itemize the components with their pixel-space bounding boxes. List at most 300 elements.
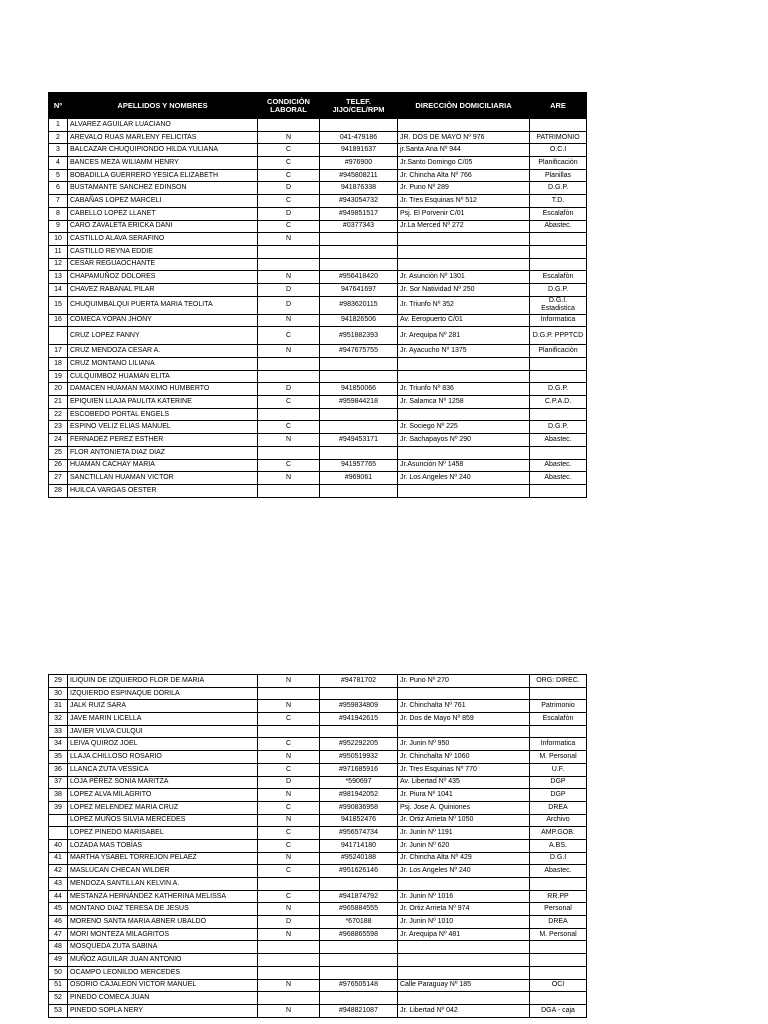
row-area: A.BS. xyxy=(530,839,587,852)
table-row xyxy=(49,979,587,992)
row-area: DGA - caja xyxy=(530,1004,587,1017)
row-address: Jr. Sor Natividad Nº 250 xyxy=(398,283,530,296)
row-area: C.P.A.D. xyxy=(530,396,587,409)
row-phone: 941826506 xyxy=(320,314,398,327)
row-area: DREA xyxy=(530,916,587,929)
row-phone: #947675755 xyxy=(320,345,398,358)
row-condition xyxy=(258,878,320,891)
row-phone xyxy=(320,725,398,738)
row-phone: #950519932 xyxy=(320,751,398,764)
table-row xyxy=(49,434,587,447)
row-phone xyxy=(320,258,398,271)
row-phone: #956574734 xyxy=(320,827,398,840)
row-area: D.G.P. xyxy=(530,421,587,434)
row-address: Jr. Asunciòn Nº 1301 xyxy=(398,271,530,284)
row-phone: #981942052 xyxy=(320,789,398,802)
row-address: Calle Paraguay Nº 185 xyxy=(398,979,530,992)
row-number: 47 xyxy=(49,928,68,941)
row-condition xyxy=(258,992,320,1005)
row-area xyxy=(530,954,587,967)
table-row xyxy=(49,941,587,954)
row-number: 41 xyxy=(49,852,68,865)
row-phone: 941957765 xyxy=(320,459,398,472)
table-row xyxy=(49,283,587,296)
row-address: Jr. Los Angeles Nº 240 xyxy=(398,865,530,878)
table-row xyxy=(49,827,587,840)
row-phone: #976900 xyxy=(320,157,398,170)
row-address xyxy=(398,725,530,738)
table-row xyxy=(49,358,587,371)
row-condition: C xyxy=(258,763,320,776)
row-address xyxy=(398,941,530,954)
row-number: 17 xyxy=(49,345,68,358)
table-row xyxy=(49,296,587,314)
table-row xyxy=(49,314,587,327)
row-number: 36 xyxy=(49,763,68,776)
row-condition: D xyxy=(258,207,320,220)
row-phone: #941874792 xyxy=(320,890,398,903)
row-phone: #971685916 xyxy=(320,763,398,776)
row-phone xyxy=(320,233,398,246)
row-name: MORENO SANTA MARIA ABNER UBALDO xyxy=(68,916,258,929)
header-num: Nº xyxy=(49,93,68,119)
row-area: AMP.GOB. xyxy=(530,827,587,840)
row-number: 32 xyxy=(49,713,68,726)
row-number: 1 xyxy=(49,119,68,132)
row-condition: D xyxy=(258,776,320,789)
row-area xyxy=(530,966,587,979)
table-row xyxy=(49,396,587,409)
row-area: D.G.P. xyxy=(530,283,587,296)
row-phone: 041-479186 xyxy=(320,131,398,144)
row-address: Jr. Triunfo Nº 836 xyxy=(398,383,530,396)
row-address xyxy=(398,446,530,459)
row-condition: C xyxy=(258,327,320,345)
row-number: 52 xyxy=(49,992,68,1005)
row-condition: C xyxy=(258,144,320,157)
row-name: COMECA YOPAN JHONY xyxy=(68,314,258,327)
row-name: MASLUCAN CHECAN WILDER xyxy=(68,865,258,878)
row-number: 43 xyxy=(49,878,68,891)
row-number: 16 xyxy=(49,314,68,327)
row-address: Jr. Ayacucho Nº 1375 xyxy=(398,345,530,358)
row-phone: #948821087 xyxy=(320,1004,398,1017)
row-condition: C xyxy=(258,396,320,409)
header-phone: TELEF. JIJO/CEL/RPM xyxy=(320,93,398,119)
row-phone: #976505148 xyxy=(320,979,398,992)
row-address: Jr. Arequipa Nº 481 xyxy=(398,928,530,941)
row-name: BUSTAMANTE SANCHEZ EDINSON xyxy=(68,182,258,195)
row-name: JAVE MARIN LICELLA xyxy=(68,713,258,726)
row-phone xyxy=(320,408,398,421)
table-row xyxy=(49,144,587,157)
row-area xyxy=(530,408,587,421)
row-phone: #95240188 xyxy=(320,852,398,865)
row-area xyxy=(530,687,587,700)
row-area: DGP xyxy=(530,776,587,789)
row-name: CASTILLO REYNA EDDIE xyxy=(68,245,258,258)
row-name: MARTHA YSABEL TORREJON PELAEZ xyxy=(68,852,258,865)
row-address: Jr. Arequipa Nº 281 xyxy=(398,327,530,345)
row-area: Abastec. xyxy=(530,865,587,878)
table-row xyxy=(49,814,587,827)
row-address: Jr. Los Angeles Nº 240 xyxy=(398,472,530,485)
row-area: RR.PP xyxy=(530,890,587,903)
row-number: 46 xyxy=(49,916,68,929)
row-area xyxy=(530,725,587,738)
row-area: Planificaciòn xyxy=(530,345,587,358)
row-number: 3 xyxy=(49,144,68,157)
table-row xyxy=(49,801,587,814)
row-phone: #956418420 xyxy=(320,271,398,284)
row-address: Jr.Asunciòn Nº 1458 xyxy=(398,459,530,472)
row-area: D.G.P. xyxy=(530,182,587,195)
table-row xyxy=(49,370,587,383)
row-area: Abastec. xyxy=(530,472,587,485)
row-phone: 947641697 xyxy=(320,283,398,296)
row-area: Informatica xyxy=(530,738,587,751)
row-phone xyxy=(320,119,398,132)
row-number: 31 xyxy=(49,700,68,713)
row-name: LOPEZ MUÑOS SILVIA MERCEDES xyxy=(68,814,258,827)
row-phone xyxy=(320,446,398,459)
row-address xyxy=(398,233,530,246)
table-row xyxy=(49,789,587,802)
row-name: MOSQUEDA ZUTA SABINA xyxy=(68,941,258,954)
row-phone: *670188 xyxy=(320,916,398,929)
row-number: 8 xyxy=(49,207,68,220)
row-condition xyxy=(258,484,320,497)
row-address: Jr. Puno Nº 270 xyxy=(398,675,530,688)
table-row xyxy=(49,157,587,170)
row-address xyxy=(398,992,530,1005)
row-number: 24 xyxy=(49,434,68,447)
row-address xyxy=(398,878,530,891)
row-area: D.G.P. xyxy=(530,383,587,396)
row-address: Psj. Jose A. Quiniones xyxy=(398,801,530,814)
row-condition: C xyxy=(258,738,320,751)
row-area: U.F. xyxy=(530,763,587,776)
row-phone: #949851517 xyxy=(320,207,398,220)
row-address xyxy=(398,245,530,258)
table-row xyxy=(49,839,587,852)
row-area: OCI xyxy=(530,979,587,992)
row-phone: #968865598 xyxy=(320,928,398,941)
row-number: 28 xyxy=(49,484,68,497)
row-name: LEIVA QUIROZ JOEL xyxy=(68,738,258,751)
row-condition xyxy=(258,446,320,459)
row-name: HUILCA VARGAS OESTER xyxy=(68,484,258,497)
row-condition xyxy=(258,119,320,132)
row-address: Jr.La Merced Nº 272 xyxy=(398,220,530,233)
row-area: DGP xyxy=(530,789,587,802)
row-number: 38 xyxy=(49,789,68,802)
row-number: 13 xyxy=(49,271,68,284)
row-name: MONTANO DIAZ TERESA DE JESUS xyxy=(68,903,258,916)
row-area xyxy=(530,119,587,132)
row-condition: N xyxy=(258,928,320,941)
row-name: OCAMPO LEONILDO MERCEDES xyxy=(68,966,258,979)
row-phone xyxy=(320,966,398,979)
table-row xyxy=(49,1004,587,1017)
row-number: 51 xyxy=(49,979,68,992)
row-address: Jr. Junin Nº 620 xyxy=(398,839,530,852)
table-row xyxy=(49,713,587,726)
row-number: 2 xyxy=(49,131,68,144)
row-condition xyxy=(258,370,320,383)
row-number: 10 xyxy=(49,233,68,246)
row-condition: N xyxy=(258,789,320,802)
row-name: CARO ZAVALETA ERICKA DANI xyxy=(68,220,258,233)
row-name: MUÑOZ AGUILAR JUAN ANTONIO xyxy=(68,954,258,967)
row-condition: C xyxy=(258,459,320,472)
row-phone: #94781702 xyxy=(320,675,398,688)
row-address xyxy=(398,408,530,421)
table-row xyxy=(49,916,587,929)
header-address: DIRECCIÒN DOMICILIARIA xyxy=(398,93,530,119)
row-address: Av. Eeropuerto C/01 xyxy=(398,314,530,327)
row-condition: C xyxy=(258,801,320,814)
row-name: PINEDO SOPLA NERY xyxy=(68,1004,258,1017)
row-address xyxy=(398,484,530,497)
row-number: 40 xyxy=(49,839,68,852)
row-condition: D xyxy=(258,283,320,296)
row-address xyxy=(398,687,530,700)
row-number: 11 xyxy=(49,245,68,258)
row-condition: N xyxy=(258,472,320,485)
row-area xyxy=(530,878,587,891)
table-row xyxy=(49,207,587,220)
row-address: Jr. Puno Nº 289 xyxy=(398,182,530,195)
row-phone: #951882393 xyxy=(320,327,398,345)
table-row xyxy=(49,878,587,891)
row-phone: #990836958 xyxy=(320,801,398,814)
row-phone: 941876338 xyxy=(320,182,398,195)
row-number: 44 xyxy=(49,890,68,903)
row-phone xyxy=(320,421,398,434)
row-condition xyxy=(258,245,320,258)
row-number: 42 xyxy=(49,865,68,878)
row-address: Jr. Chinchalta Nº 761 xyxy=(398,700,530,713)
row-name: LOJA PÉREZ SONIA MARITZA xyxy=(68,776,258,789)
table-row xyxy=(49,751,587,764)
table-row xyxy=(49,890,587,903)
table-row xyxy=(49,928,587,941)
row-name: ILIQUIN DE IZQUIERDO FLOR DE MARIA xyxy=(68,675,258,688)
row-phone: #951626146 xyxy=(320,865,398,878)
row-address: Av. Libertad Nº 435 xyxy=(398,776,530,789)
row-phone xyxy=(320,941,398,954)
row-condition xyxy=(258,725,320,738)
table-row xyxy=(49,459,587,472)
row-name: LLAJA CHILLOSO ROSARIO xyxy=(68,751,258,764)
table-row xyxy=(49,408,587,421)
row-name: MENDOZA SANTILLAN KELVIN A. xyxy=(68,878,258,891)
table-row xyxy=(49,992,587,1005)
table-row xyxy=(49,776,587,789)
row-name: CRUZ MONTANO LILIANA xyxy=(68,358,258,371)
row-area: Planificaciòn xyxy=(530,157,587,170)
row-address: Jr. Ortiz Arrieta Nº 974 xyxy=(398,903,530,916)
row-name: LOPEZ PINEDO MARISABEL xyxy=(68,827,258,840)
table-row xyxy=(49,233,587,246)
row-condition: C xyxy=(258,839,320,852)
table-row xyxy=(49,220,587,233)
row-address: Jr. Ortiz Arrieta Nº 1050 xyxy=(398,814,530,827)
row-number: 48 xyxy=(49,941,68,954)
row-condition: C xyxy=(258,713,320,726)
row-area: M. Personal xyxy=(530,751,587,764)
row-number: 27 xyxy=(49,472,68,485)
row-name: CHUQUIMBALQUI PUERTA MARIA TEOLITA xyxy=(68,296,258,314)
row-phone: #941942615 xyxy=(320,713,398,726)
row-name: FLOR ANTONIETA DIAZ DIAZ xyxy=(68,446,258,459)
row-area: DREA xyxy=(530,801,587,814)
table-row xyxy=(49,484,587,497)
row-phone: 941714180 xyxy=(320,839,398,852)
table-row xyxy=(49,738,587,751)
row-condition xyxy=(258,687,320,700)
row-phone: #965884555 xyxy=(320,903,398,916)
row-phone: *590697 xyxy=(320,776,398,789)
row-number: 12 xyxy=(49,258,68,271)
row-phone xyxy=(320,992,398,1005)
row-address: Jr. Sociego Nº 225 xyxy=(398,421,530,434)
row-area xyxy=(530,358,587,371)
row-phone xyxy=(320,954,398,967)
row-name: PINEDO COMECA JUAN xyxy=(68,992,258,1005)
table-row xyxy=(49,119,587,132)
row-area: D.G.I xyxy=(530,852,587,865)
row-phone: #0377343 xyxy=(320,220,398,233)
row-number: 37 xyxy=(49,776,68,789)
row-condition: N xyxy=(258,314,320,327)
row-number: 23 xyxy=(49,421,68,434)
table-row xyxy=(49,675,587,688)
row-area: T.D. xyxy=(530,195,587,208)
table-row xyxy=(49,903,587,916)
row-number: 19 xyxy=(49,370,68,383)
row-name: JAVIER VILVA CULQUI xyxy=(68,725,258,738)
row-condition: N xyxy=(258,345,320,358)
row-phone: 941852476 xyxy=(320,814,398,827)
row-condition xyxy=(258,258,320,271)
row-condition: N xyxy=(258,271,320,284)
row-number xyxy=(49,814,68,827)
row-number: 18 xyxy=(49,358,68,371)
row-area: ORG: DIREC. xyxy=(530,675,587,688)
row-condition: D xyxy=(258,182,320,195)
row-condition: N xyxy=(258,434,320,447)
row-address: Jr. Junin Nº 1191 xyxy=(398,827,530,840)
row-name: CESAR REGUAOCHANTE xyxy=(68,258,258,271)
row-phone: 941891637 xyxy=(320,144,398,157)
row-phone: #983620115 xyxy=(320,296,398,314)
row-name: LLANCA ZUTA VESSICA xyxy=(68,763,258,776)
row-phone: #945808211 xyxy=(320,169,398,182)
row-area: Escalafòn xyxy=(530,271,587,284)
row-name: CRUZ MENDOZA CESAR A. xyxy=(68,345,258,358)
row-phone: #949453171 xyxy=(320,434,398,447)
row-condition: N xyxy=(258,233,320,246)
row-number: 29 xyxy=(49,675,68,688)
row-number: 21 xyxy=(49,396,68,409)
row-name: FERNADEZ PEREZ ESTHER xyxy=(68,434,258,447)
row-number: 14 xyxy=(49,283,68,296)
row-number: 22 xyxy=(49,408,68,421)
row-address xyxy=(398,370,530,383)
table-row xyxy=(49,271,587,284)
row-condition: N xyxy=(258,979,320,992)
row-area: Archivo xyxy=(530,814,587,827)
row-phone xyxy=(320,484,398,497)
row-condition: C xyxy=(258,220,320,233)
row-address: Jr. Junin Nº 1016 xyxy=(398,890,530,903)
row-condition: N xyxy=(258,903,320,916)
row-condition: D xyxy=(258,916,320,929)
row-name: MESTANZA HERNÁNDEZ KATHERINA MELISSA xyxy=(68,890,258,903)
row-address: Jr. Tres Esquinas Nº 512 xyxy=(398,195,530,208)
table-row xyxy=(49,131,587,144)
row-address: Jr. Triunfo Nº 352 xyxy=(398,296,530,314)
row-number: 39 xyxy=(49,801,68,814)
row-name: CULQUIMBOZ HUAMAN ELITA xyxy=(68,370,258,383)
row-name: BANCES MEZA WILIAMM HENRY xyxy=(68,157,258,170)
row-name: CRUZ LOPEZ FANNY xyxy=(68,327,258,345)
row-phone xyxy=(320,878,398,891)
row-area: Patrimonio xyxy=(530,700,587,713)
row-area xyxy=(530,233,587,246)
table-row xyxy=(49,472,587,485)
row-condition: N xyxy=(258,852,320,865)
row-number: 34 xyxy=(49,738,68,751)
row-number: 53 xyxy=(49,1004,68,1017)
row-name: CABELLO LOPEZ LLANET xyxy=(68,207,258,220)
header-condition: CONDICIÒN LABORAL xyxy=(258,93,320,119)
row-number: 20 xyxy=(49,383,68,396)
row-area xyxy=(530,258,587,271)
row-name: HUAMAN CACHAY MARIA xyxy=(68,459,258,472)
row-condition: N xyxy=(258,1004,320,1017)
table-row xyxy=(49,258,587,271)
row-condition: N xyxy=(258,751,320,764)
row-condition xyxy=(258,358,320,371)
row-number: 26 xyxy=(49,459,68,472)
row-condition: N xyxy=(258,675,320,688)
row-name: MORI MONTEZA MILAGRITOS xyxy=(68,928,258,941)
row-phone xyxy=(320,687,398,700)
row-name: OSORIO CAJALEON VICTOR MANUEL xyxy=(68,979,258,992)
row-area xyxy=(530,446,587,459)
row-condition: N xyxy=(258,131,320,144)
row-condition: C xyxy=(258,169,320,182)
row-area xyxy=(530,370,587,383)
row-area xyxy=(530,941,587,954)
row-name: IZQUIERDO ESPINAQUE DORILA xyxy=(68,687,258,700)
table-row xyxy=(49,865,587,878)
row-address: Jr. Sachapayos Nº 290 xyxy=(398,434,530,447)
row-area: M. Personal xyxy=(530,928,587,941)
row-address: Jr. Chincha Alta Nº 429 xyxy=(398,852,530,865)
row-area xyxy=(530,484,587,497)
row-name: CHAPAMUÑOZ DOLORES xyxy=(68,271,258,284)
row-address xyxy=(398,119,530,132)
row-number: 7 xyxy=(49,195,68,208)
row-name: SANCTILLAN HUAMAN VICTOR xyxy=(68,472,258,485)
row-area: Informatica xyxy=(530,314,587,327)
row-number: 15 xyxy=(49,296,68,314)
row-area: D.G.I. Estadistica xyxy=(530,296,587,314)
